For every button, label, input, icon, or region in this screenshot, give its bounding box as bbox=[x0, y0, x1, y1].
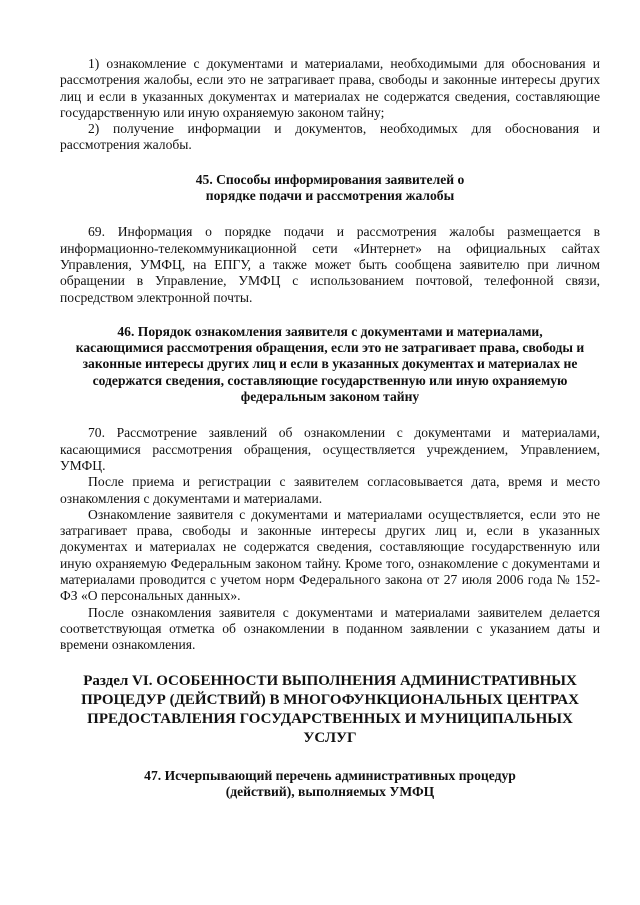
section-heading-45: 45. Способы информирования заявителей о порядке подачи и рассмотрения жалобы bbox=[195, 171, 465, 204]
section-6-title: Раздел VI. ОСОБЕННОСТИ ВЫПОЛНЕНИЯ АДМИНИСТРАТИВНЫХ ПРОЦЕДУР (ДЕЙСТВИЙ) В МНОГОФУНКЦИОНАЛЬНЫХ ЦЕНТРАХ ПРЕДОСТАВЛЕНИЯ ГОСУДАРСТВЕННЫХ И МУНИЦИПАЛЬНЫХ УСЛУГ bbox=[81, 672, 579, 746]
document-page bbox=[60, 56, 600, 800]
paragraph-70: 70. Рассмотрение заявлений об ознакомлении с документами и материалами, касающимися рассмотрения обращения, осуществляется учреждением, Управлением, УМФЦ. bbox=[60, 425, 600, 473]
paragraph-item-1: 1) ознакомление с документами и материалами, необходимыми для обоснования и рассмотрения жалобы, если это не затрагивает права, свободы и законные интересы других лиц и если в указанных документах и материалах не содержатся сведения, составляющие государственную или иную охраняемую законом тайну; bbox=[60, 56, 600, 120]
paragraph-item-2: 2) получение информации и документов, необходимых для обоснования и рассмотрения жалобы. bbox=[60, 121, 600, 153]
section-heading-47: 47. Исчерпывающий перечень административных процедур (действий), выполняемых УМФЦ bbox=[144, 767, 516, 799]
paragraph-70-mark: После ознакомления заявителя с документами и материалами заявителем делается соответствующая отметка об ознакомлении в поданном заявлении с указанием даты и времени ознакомления. bbox=[60, 604, 600, 653]
paragraph-70-conditions: Ознакомление заявителя с документами и материалами осуществляется, если это не затрагивает права, свободы и законные интересы других лиц и, если в указанных документах и материалах не содержатся сведения, составляющие государственную или иную охраняемую Федеральным законом тайну. Кроме того, ознакомление с документами и материалами проводится с учетом норм Федерального закона от 27 июля 2006 года № 152-ФЗ «О персональных данных». bbox=[60, 506, 600, 604]
paragraph-70-registration: После приема и регистрации с заявителем согласовывается дата, время и место ознакомления с документами и материалами. bbox=[60, 474, 600, 506]
paragraph-69: 69. Информация о порядке подачи и рассмотрения жалобы размещается в информационно-телекоммуникационной сети «Интернет» на официальных сайтах Управления, УМФЦ, на ЕПГУ, а также может быть сообщена заявителю при личном обращении в Управление, УМФЦ с использованием почтовой, телефонной связи, посредством электронной почты. bbox=[60, 224, 600, 305]
section-heading-46: 46. Порядок ознакомления заявителя с документами и материалами, касающимися рассмотрения обращения, если это не затрагивает права, свободы и законные интересы других лиц и если в указанных документах и материалах не содержатся сведения, составляющие государственную или иную охраняемую федеральным законом тайну bbox=[75, 323, 585, 405]
